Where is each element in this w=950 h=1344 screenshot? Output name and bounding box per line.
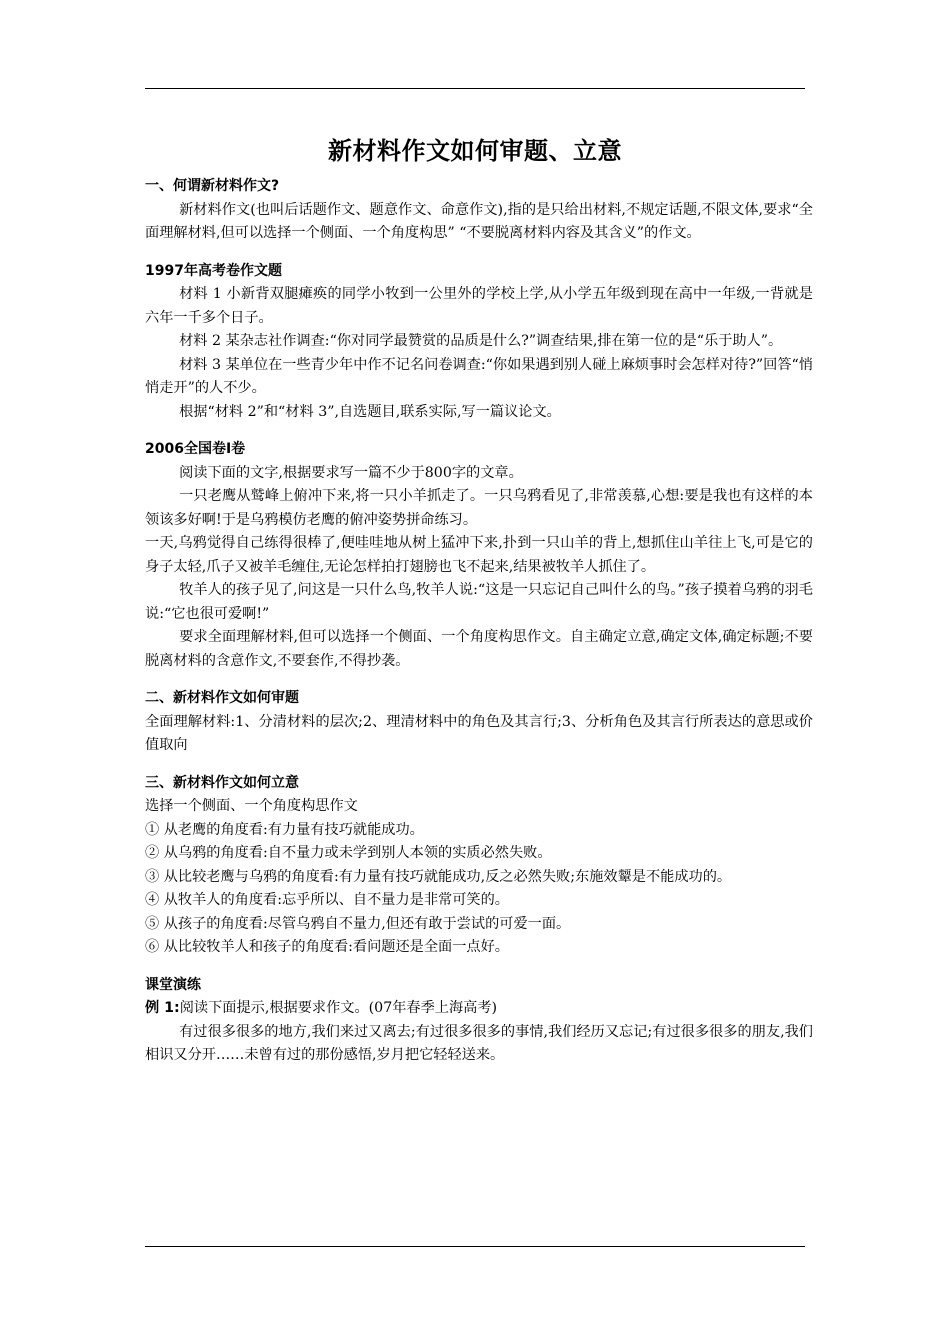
section-3-heading: 三、新材料作文如何立意 [145, 774, 299, 791]
angle-item-3: ③ 从比较老鹰与乌鸦的角度看:有力量有技巧就能成功,反之必然失败;东施效颦是不能成功的。 [145, 868, 732, 885]
angle-item-2: ② 从乌鸦的角度看:自不量力或未学到别人本领的实质必然失败。 [145, 845, 552, 861]
example-1-text: 阅读下面提示,根据要求作文。(07年春季上海高考) [179, 1000, 498, 1016]
exam-1997-heading: 1997年高考卷作文题 [145, 262, 282, 279]
document-title: 新材料作文如何审题、立意 [328, 137, 622, 165]
angle-item-5: ⑤ 从孩子的角度看:尽管乌鸦自不量力,但还有敢于尝试的可爱一面。 [145, 915, 571, 932]
header-rule [145, 88, 805, 89]
section-1-heading: 一、何谓新材料作文? [145, 178, 280, 194]
example-1-prompt [145, 997, 813, 1021]
example-1-body: 有过很多很多的地方,我们来过又离去;有过很多很多的事情,我们经历又忘记;有过很多很多的朋友,我们相识又分开……未曾有过的那份感悟,岁月把它轻轻送来。 [145, 1023, 813, 1063]
exam-2006-heading: 2006全国卷Ⅰ卷 [145, 441, 246, 457]
angle-item-4: ④ 从牧羊人的角度看:忘乎所以、自不量力是非常可笑的。 [145, 892, 509, 908]
document-body [145, 175, 813, 1068]
exam-2006-paragraph-3: 牧羊人的孩子见了,问这是一只什么鸟,牧羊人说:“这是一只忘记自己叫什么的鸟。”孩子摸着乌鸦的羽毛说:“它也很可爱啊!” [145, 582, 813, 622]
exam-2006-paragraph-1: 一只老鹰从鹫峰上俯冲下来,将一只小羊抓走了。一只乌鸦看见了,非常羡慕,心想:要是我也有这样的本领该多好啊!于是乌鸦模仿老鹰的俯冲姿势拼命练习。 [145, 488, 813, 528]
practice-heading: 课堂演练 [145, 976, 201, 993]
footer-rule [145, 1246, 805, 1247]
section-2-heading: 二、新材料作文如何审题 [145, 690, 299, 706]
section-2-body: 全面理解材料:1、分清材料的层次;2、理清材料中的角色及其言行;3、分析角色及其言行所表达的意思或价值取向 [145, 713, 813, 753]
section-1-body: 新材料作文(也叫后话题作文、题意作文、命意作文),指的是只给出材料,不规定话题,不限文体,要求“全面理解材料,但可以选择一个侧面、一个角度构思” “不要脱离材料内容及其含义”的作文。 [145, 201, 813, 241]
exam-2006-requirement: 要求全面理解材料,但可以选择一个侧面、一个角度构思作文。自主确定立意,确定文体,确定标题;不要脱离材料的含意作文,不要套作,不得抄袭。 [145, 629, 813, 669]
exam-2006-paragraph-2: 一天,乌鸦觉得自己练得很棒了,便哇哇地从树上猛冲下来,扑到一只山羊的背上,想抓住山羊往上飞,可是它的身子太轻,爪子又被羊毛缠住,无论怎样拍打翅膀也飞不起来,结果被牧羊人抓住了。 [145, 535, 813, 575]
exam-1997-requirement: 根据“材料 2”和“材料 3”,自选题目,联系实际,写一篇议论文。 [179, 403, 561, 420]
example-1-label: 例 1: [145, 1000, 180, 1016]
exam-2006-instruction: 阅读下面的文字,根据要求写一篇不少于800字的文章。 [179, 464, 523, 481]
section-3-intro: 选择一个侧面、一个角度构思作文 [145, 798, 358, 814]
angle-item-1: ① 从老鹰的角度看:有力量有技巧就能成功。 [145, 821, 424, 838]
angle-item-6: ⑥ 从比较牧羊人和孩子的角度看:看问题还是全面一点好。 [145, 939, 509, 955]
exam-1997-material-3: 材料 3 某单位在一些青少年中作不记名问卷调查:“你如果遇到别人碰上麻烦事时会怎样对待?”回答“悄悄走开”的人不少。 [145, 356, 813, 396]
exam-1997-material-1: 材料 1 小新背双腿瘫痪的同学小牧到一公里外的学校上学,从小学五年级到现在高中一年级,一背就是六年一千多个日子。 [145, 286, 813, 326]
exam-1997-material-2: 材料 2 某杂志社作调查:“你对同学最赞赏的品质是什么?”调查结果,排在第一位的是“乐于助人”。 [179, 333, 783, 349]
